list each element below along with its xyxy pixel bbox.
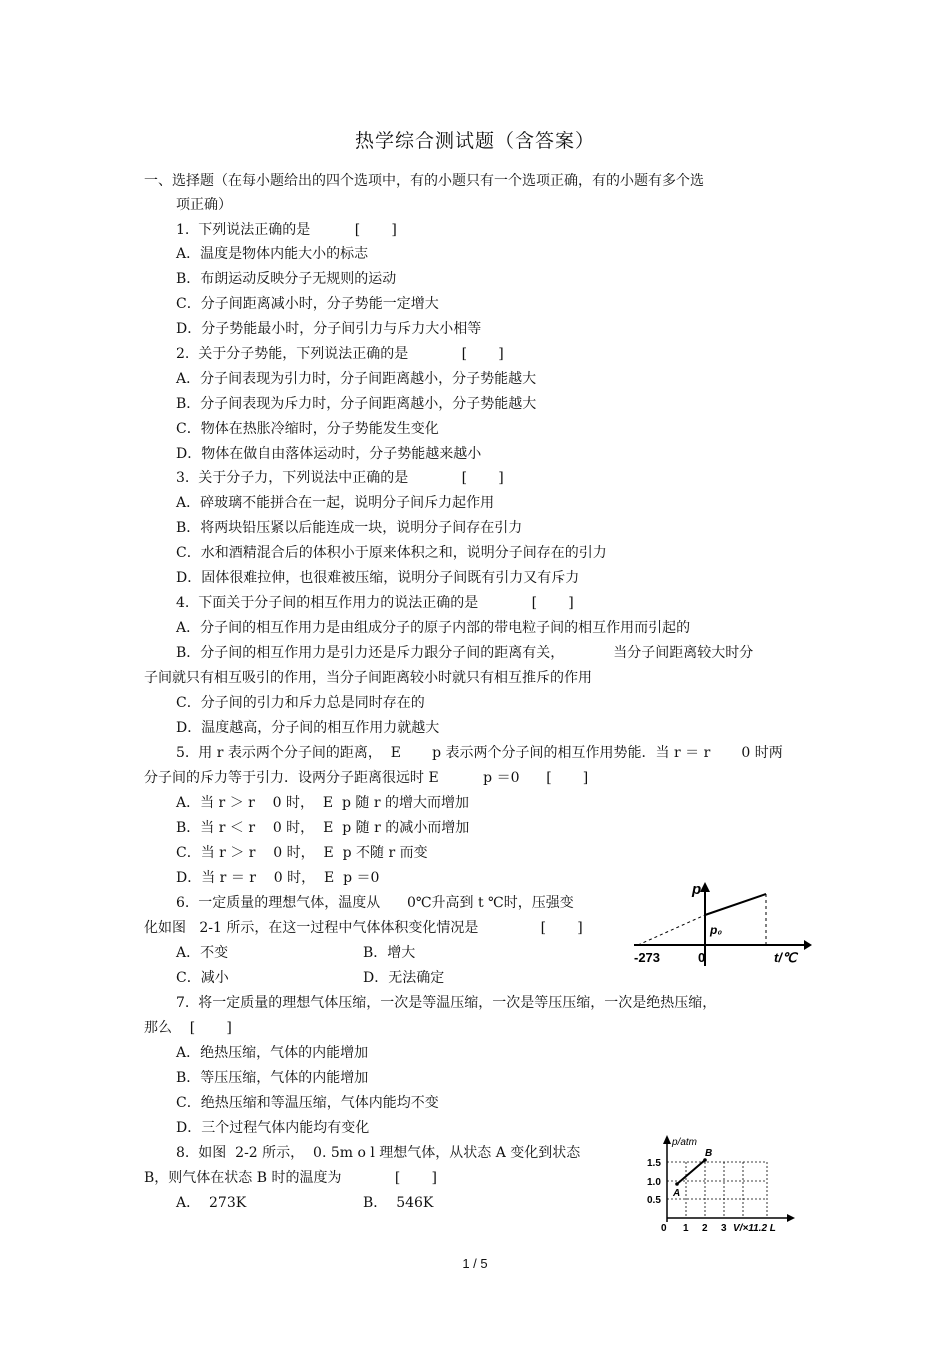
- fig21-p-label: p: [692, 881, 702, 898]
- text-line: B．分子间表现为斥力时，分子间距离越小，分子势能越大: [176, 396, 537, 412]
- text-line: C．减小: [176, 970, 229, 986]
- text-line: B．增大: [363, 945, 416, 961]
- fig22-y-axis-label: p/atm: [672, 1137, 698, 1148]
- text-line: A．不变: [176, 945, 229, 961]
- text-line: D．温度越高，分子间的相互作用力就越大: [176, 720, 440, 736]
- fig22-x-tick: 1: [683, 1223, 689, 1234]
- fig22-y-tick: 1.5: [647, 1158, 661, 1169]
- text-line: D．当 r ＝ r 0 时， E p ＝0: [176, 870, 380, 886]
- fig21-dashed-extension: [638, 915, 705, 945]
- page-number: 1 / 5: [462, 1256, 488, 1271]
- text-line: 化如图 2-1 所示，在这一过程中气体体积变化情况是 [ ]: [144, 920, 583, 936]
- text-line: C．分子间的引力和斥力总是同时存在的: [176, 695, 425, 711]
- text-line: 7. 将一定质量的理想气体压缩，一次是等温压缩，一次是等压压缩，一次是绝热压缩，: [176, 995, 717, 1011]
- text-line: 分子间的斥力等于引力．设两分子距离很远时 E p ＝0 [ ]: [144, 770, 589, 786]
- text-line: 3. 关于分子力，下列说法中正确的是 [ ]: [176, 470, 504, 486]
- text-line: A．分子间表现为引力时，分子间距离越小，分子势能越大: [176, 371, 537, 387]
- text-line: 8. 如图 2-2 所示， 0. 5m o l 理想气体，从状态 A 变化到状态: [176, 1145, 581, 1161]
- text-line: D．物体在做自由落体运动时，分子势能越来越小: [176, 446, 482, 462]
- fig22-x-tick: 0: [661, 1223, 667, 1234]
- figure-2-1: [632, 878, 812, 968]
- text-line: 那么 [ ]: [144, 1020, 232, 1036]
- text-line: A．碎玻璃不能拼合在一起，说明分子间斥力起作用: [176, 495, 495, 511]
- text-line: C．当 r ＞ r 0 时， E p 不随 r 而变: [176, 845, 428, 861]
- text-line: 子间就只有相互吸引的作用，当分子间距离较小时就只有相互推斥的作用: [144, 670, 592, 686]
- fig22-x-axis-label: V/×11.2 L: [733, 1223, 776, 1234]
- fig22-point-a-label: A: [673, 1188, 681, 1199]
- text-line: A．绝热压缩，气体的内能增加: [176, 1045, 369, 1061]
- fig21-t-label: t/℃: [774, 950, 797, 965]
- fig22-x-tick: 2: [702, 1223, 708, 1234]
- text-line: D．固体很难拉伸，也很难被压缩，说明分子间既有引力又有斥力: [176, 570, 580, 586]
- text-line: B． 546K: [363, 1195, 434, 1211]
- text-line: C．物体在热胀冷缩时，分子势能发生变化: [176, 421, 439, 437]
- text-line: C．水和酒精混合后的体积小于原来体积之和，说明分子间存在的引力: [176, 545, 607, 561]
- text-line: B．布朗运动反映分子无规则的运动: [176, 271, 397, 287]
- text-line: D．三个过程气体内能均有变化: [176, 1120, 370, 1136]
- text-line: B．等压压缩，气体的内能增加: [176, 1070, 369, 1086]
- fig22-p-arrow: [663, 1135, 671, 1144]
- fig22-point-a: [675, 1182, 679, 1186]
- fig22-y-tick: 1.0: [647, 1177, 661, 1188]
- section-heading-cont: 项正确）: [176, 197, 232, 213]
- fig22-y-tick: 0.5: [647, 1195, 661, 1206]
- fig21-p0-label: p₀: [710, 923, 723, 937]
- page-title: 热学综合测试题（含答案）: [354, 130, 595, 152]
- fig21-zero-label: 0: [698, 950, 706, 965]
- fig22-v-arrow: [787, 1214, 795, 1222]
- text-line: D．无法确定: [363, 970, 445, 986]
- text-line: B．分子间的相互作用力是引力还是斥力跟分子间的距离有关， 当分子间距离较大时分: [176, 645, 754, 661]
- text-line: B，则气体在状态 B 时的温度为 [ ]: [144, 1170, 437, 1186]
- fig21-p-arrow: [700, 882, 710, 892]
- text-line: A．当 r ＞ r 0 时， E p 随 r 的增大而增加: [176, 795, 470, 811]
- text-line: 5. 用 r 表示两个分子间的距离， E p 表示两个分子间的相互作用势能．当 r ＝ r 0 时两: [176, 745, 783, 761]
- fig22-x-tick: 3: [721, 1223, 727, 1234]
- text-line: 2. 关于分子势能，下列说法正确的是 [ ]: [176, 346, 504, 362]
- text-line: A．温度是物体内能大小的标志: [176, 246, 369, 262]
- text-line: C．分子间距离减小时，分子势能一定增大: [176, 296, 439, 312]
- text-line: 1. 下列说法正确的是 [ ]: [176, 222, 397, 238]
- text-line: B．当 r ＜ r 0 时， E p 随 r 的减小而增加: [176, 820, 470, 836]
- figure-2-2: [645, 1132, 803, 1236]
- text-line: A．分子间的相互作用力是由组成分子的原子内部的带电粒子间的相互作用而引起的: [176, 620, 691, 636]
- fig21-pressure-line: [705, 894, 766, 915]
- fig22-point-b-label: B: [705, 1148, 713, 1159]
- fig21-t-arrow: [804, 940, 812, 950]
- text-line: 6. 一定质量的理想气体，温度从 0℃升高到 t ℃时，压强变: [176, 895, 574, 911]
- fig21-neg273-label: -273: [634, 950, 661, 965]
- section-heading: 一、选择题（在每小题给出的四个选项中，有的小题只有一个选项正确，有的小题有多个选: [144, 173, 704, 189]
- text-line: A． 273K: [176, 1195, 247, 1211]
- text-line: 4. 下面关于分子间的相互作用力的说法正确的是 [ ]: [176, 595, 574, 611]
- text-line: D．分子势能最小时，分子间引力与斥力大小相等: [176, 321, 482, 337]
- text-line: B．将两块铅压紧以后能连成一块，说明分子间存在引力: [176, 520, 523, 536]
- fig22-ab-line: [677, 1160, 705, 1184]
- text-line: C．绝热压缩和等温压缩，气体内能均不变: [176, 1095, 439, 1111]
